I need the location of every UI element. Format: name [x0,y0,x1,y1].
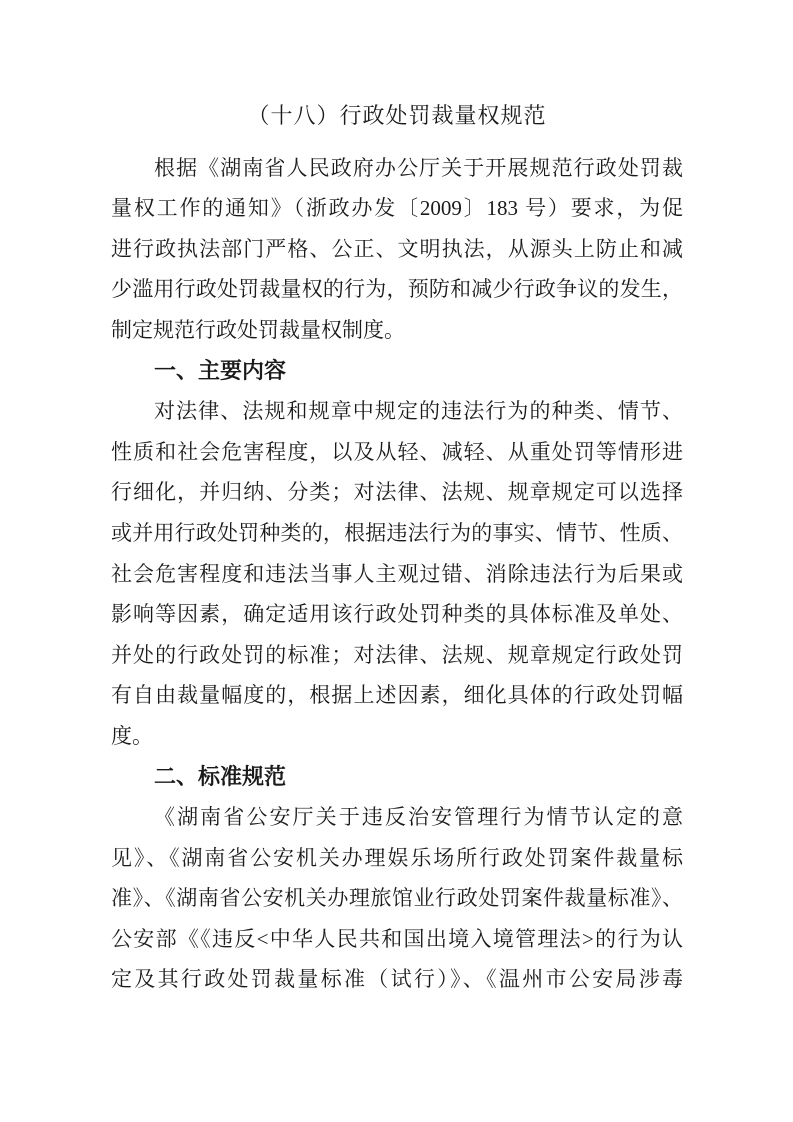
section-heading-1: 一、主要内容 [154,357,287,383]
text-line: 进行政执法部门严格、公正、文明执法，从源头上防止和减 [111,236,683,261]
text-line: 定及其行政处罚裁量标准（试行）》、《温州市公安局涉毒 [111,967,683,992]
text-line: 或并用行政处罚种类的，根据违法行为的事实、情节、性质、 [111,520,683,545]
text-line: 对法律、法规和规章中规定的违法行为的种类、情节、 [154,399,683,424]
paragraph-2 [111,391,683,756]
document-body [111,96,683,1000]
text-line: 量权工作的通知》（浙政办发〔2009〕183 号）要求，为促 [111,196,683,221]
text-line: 少滥用行政处罚裁量权的行为，预防和减少行政争议的发生， [111,277,683,302]
text-line: 制定规范行政处罚裁量权制度。 [111,317,405,342]
text-line: 并处的行政处罚的标准；对法律、法规、规章规定行政处罚 [111,642,683,667]
text-line: 社会危害程度和违法当事人主观过错、消除违法行为后果或 [111,561,683,586]
text-line: 性质和社会危害程度，以及从轻、减轻、从重处罚等情形进 [111,439,683,464]
section-heading-2: 二、标准规范 [154,763,287,789]
text-line: 根据《湖南省人民政府办公厅关于开展规范行政处罚裁 [154,155,683,180]
text-line: 有自由裁量幅度的，根据上述因素，细化具体的行政处罚幅 [111,683,683,708]
document-title: （十八）行政处罚裁量权规范 [247,103,547,128]
text-line: 公安部《《违反<中华人民共和国出境入境管理法>的行为认 [111,926,683,951]
paragraph-1 [111,148,683,351]
text-line: 行细化，并归纳、分类；对法律、法规、规章规定可以选择 [111,480,683,505]
text-line: 见》、《湖南省公安机关办理娱乐场所行政处罚案件裁量标 [111,845,683,870]
text-line: 度。 [111,723,153,748]
text-line: 《湖南省公安厅关于违反治安管理行为情节认定的意 [154,805,683,830]
text-line: 准》、《湖南省公安机关办理旅馆业行政处罚案件裁量标准》、 [111,886,683,911]
paragraph-3 [111,797,683,1000]
text-line: 影响等因素，确定适用该行政处罚种类的具体标准及单处、 [111,602,683,627]
